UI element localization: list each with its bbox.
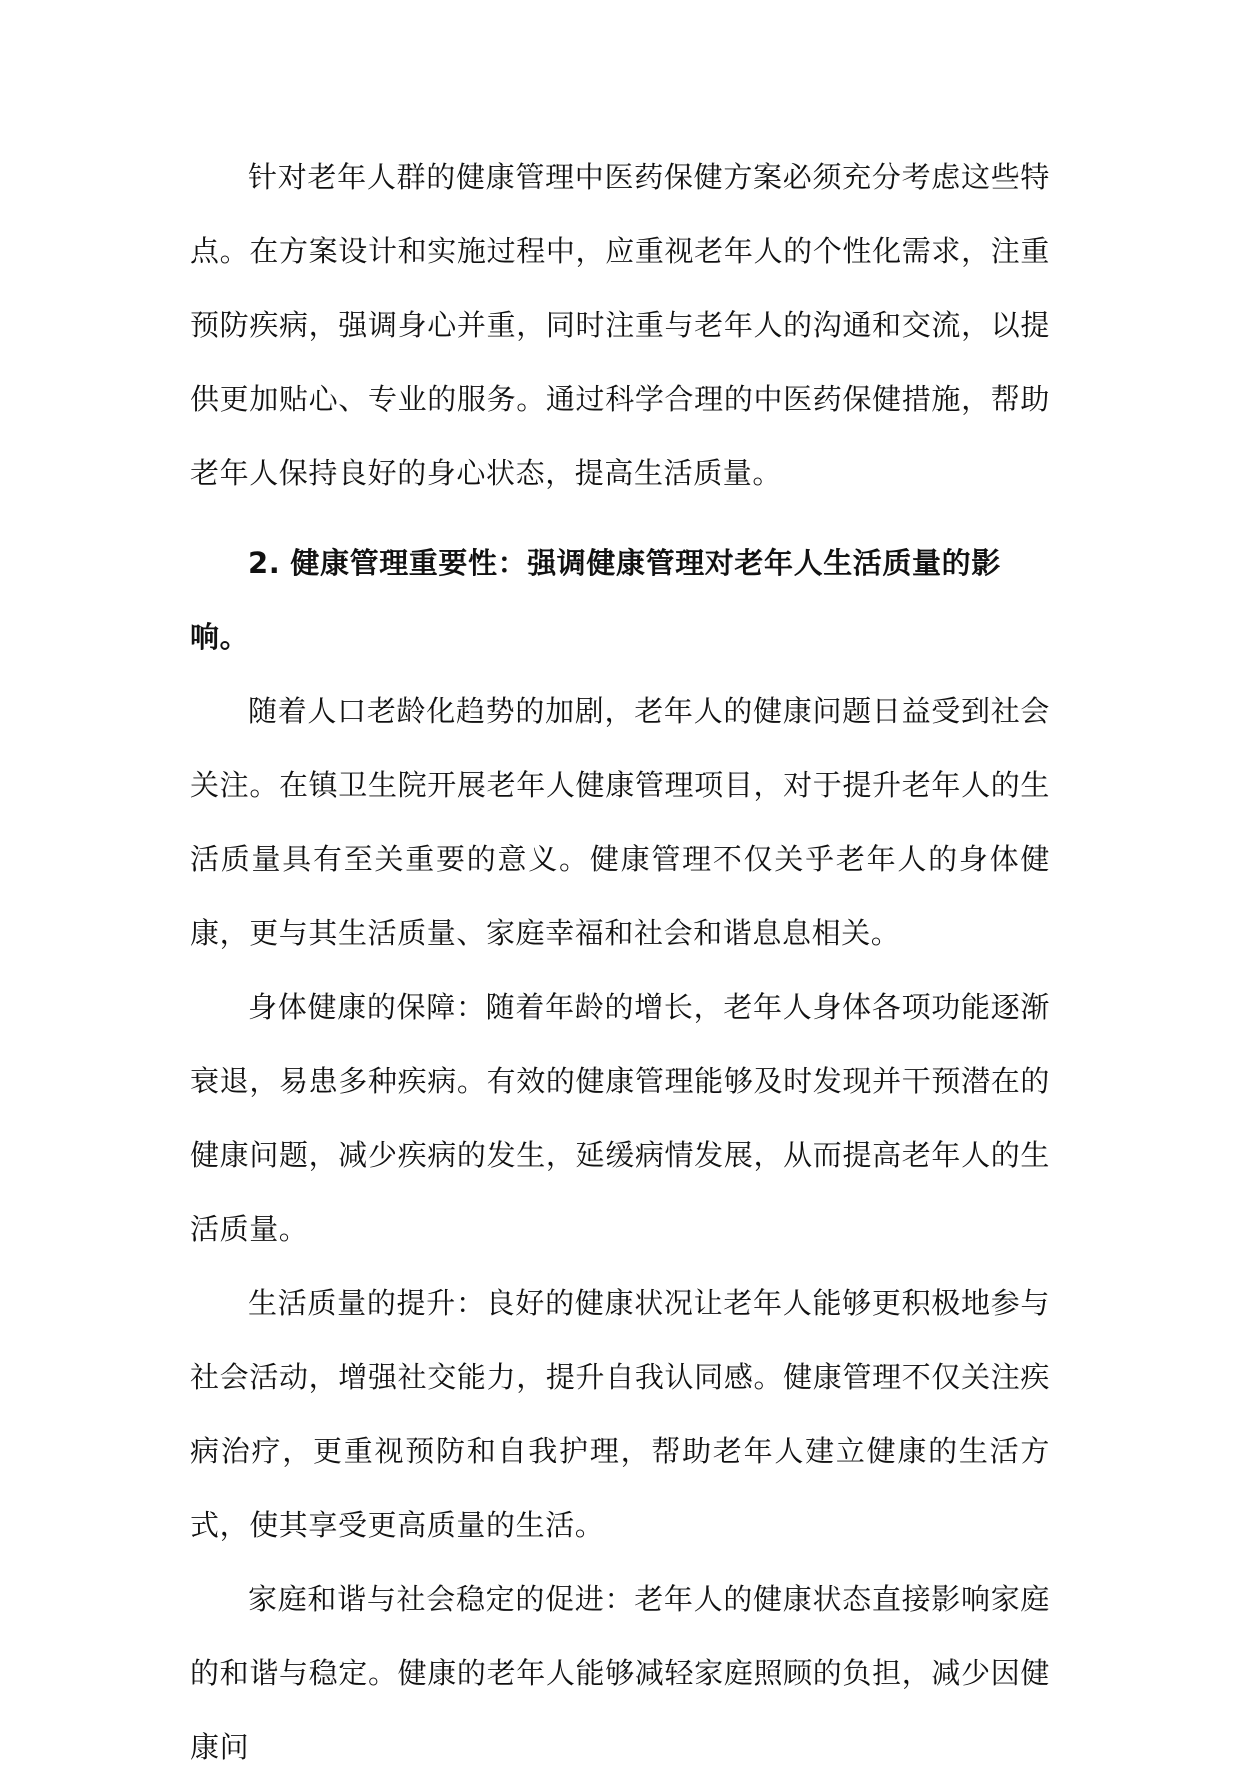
- document-body: [190, 140, 1050, 1784]
- paragraph-aging-trend: 随着人口老龄化趋势的加剧，老年人的健康问题日益受到社会关注。在镇卫生院开展老年人健康管理项目，对于提升老年人的生活质量具有至关重要的意义。健康管理不仅关乎老年人的身体健康，更与其生活质量、家庭幸福和社会和谐息息相关。: [190, 694, 1050, 950]
- paragraph-family-harmony: 家庭和谐与社会稳定的促进：老年人的健康状态直接影响家庭的和谐与稳定。健康的老年人能够减轻家庭照顾的负担，减少因健康问: [190, 1582, 1050, 1764]
- paragraph-quality-of-life: 生活质量的提升：良好的健康状况让老年人能够更积极地参与社会活动，增强社交能力，提升自我认同感。健康管理不仅关注疾病治疗，更重视预防和自我护理，帮助老年人建立健康的生活方式，使其享受更高质量的生活。: [190, 1286, 1050, 1542]
- section-heading-text: 健康管理重要性：强调健康管理对老年人生活质量的影响。: [190, 546, 1001, 654]
- paragraph-physical-health: 身体健康的保障：随着年龄的增长，老年人身体各项功能逐渐衰退，易患多种疾病。有效的健康管理能够及时发现并干预潜在的健康问题，减少疾病的发生，延缓病情发展，从而提高老年人的生活质量。: [190, 990, 1050, 1246]
- section-heading-number: 2.: [248, 546, 281, 580]
- paragraph-intro: 针对老年人群的健康管理中医药保健方案必须充分考虑这些特点。在方案设计和实施过程中，应重视老年人的个性化需求，注重预防疾病，强调身心并重，同时注重与老年人的沟通和交流，以提供更加贴心、专业的服务。通过科学合理的中医药保健措施，帮助老年人保持良好的身心状态，提高生活质量。: [190, 160, 1050, 490]
- section-heading: [190, 526, 1050, 674]
